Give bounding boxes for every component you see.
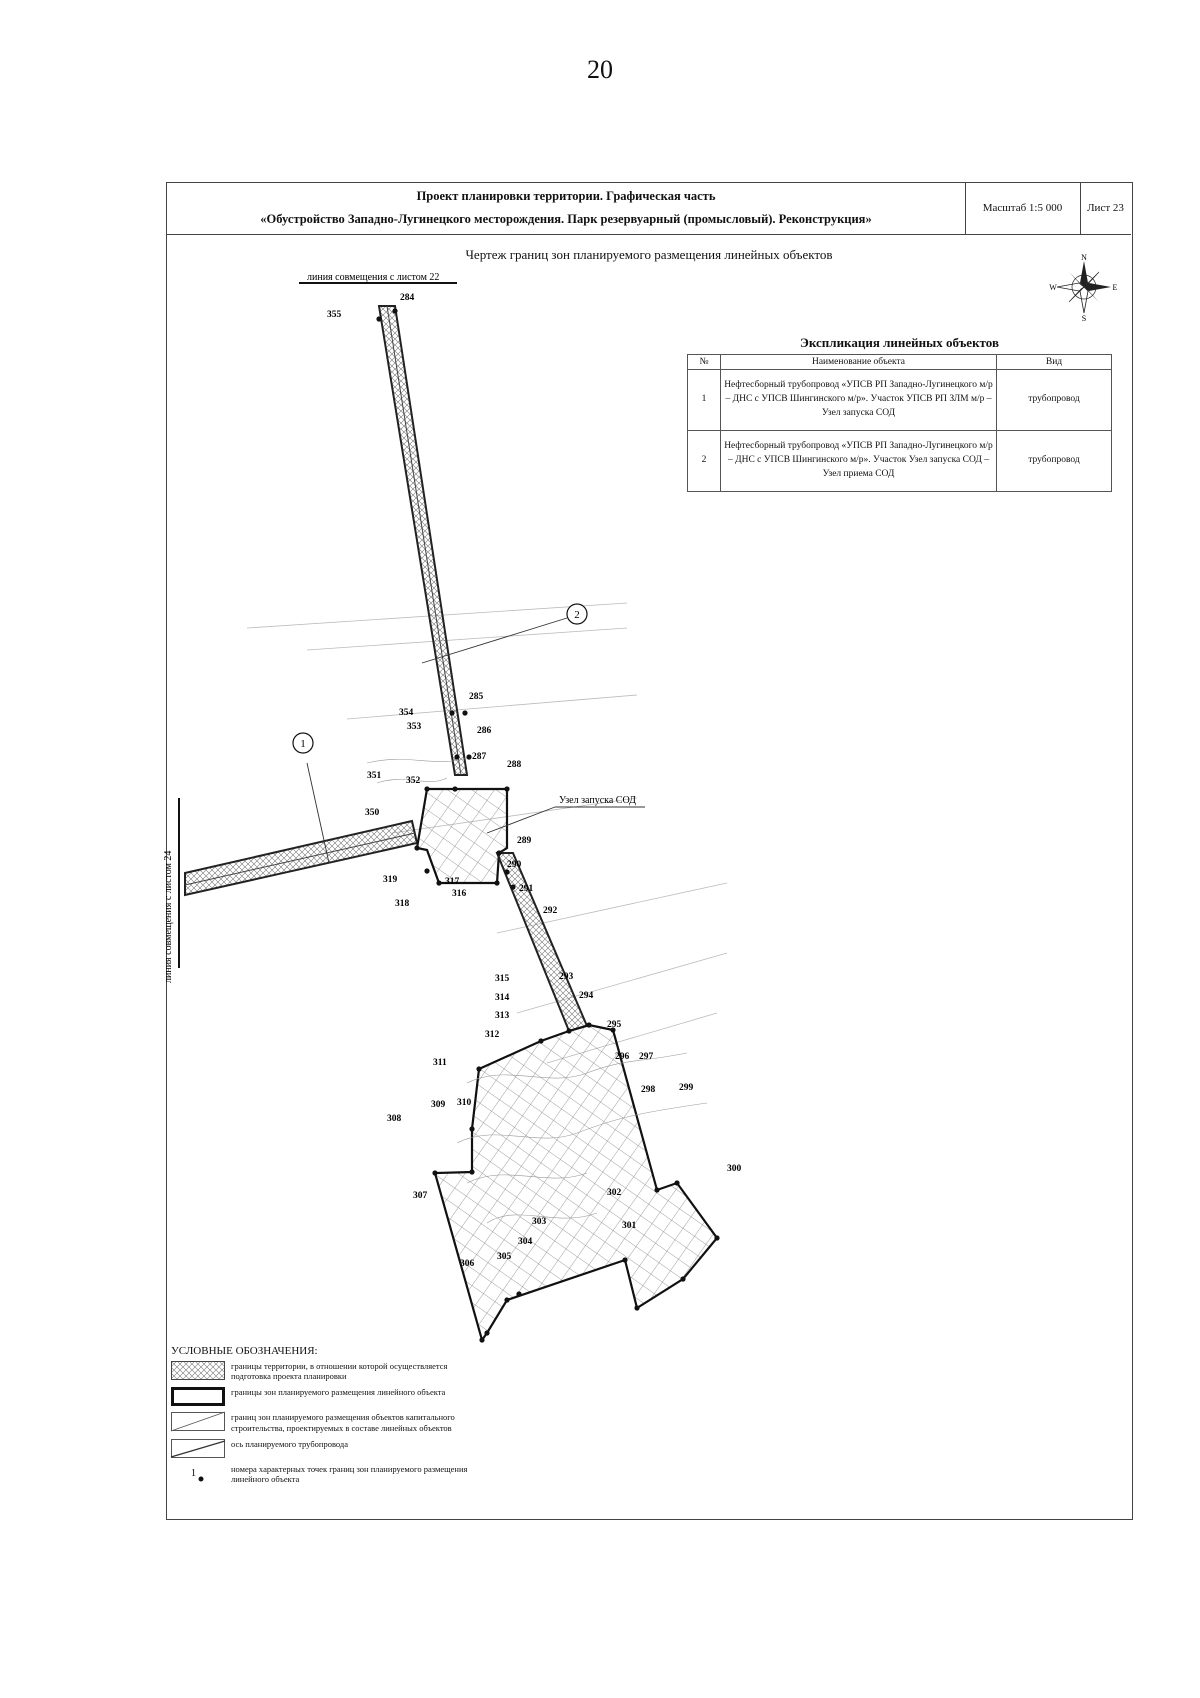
point-label-293: 293	[559, 972, 574, 982]
point-label-296: 296	[615, 1052, 630, 1062]
point-symbol-label: 1	[191, 1467, 196, 1479]
linear-zone-swatch-icon	[171, 1387, 225, 1406]
header-name: Наименование объекта	[721, 355, 997, 370]
point-label-308: 308	[387, 1114, 402, 1124]
node-zone	[417, 789, 507, 883]
point-label-314: 314	[495, 993, 510, 1003]
point-label-311: 311	[433, 1058, 447, 1068]
point-label-352: 352	[406, 776, 421, 786]
point-label-295: 295	[607, 1020, 622, 1030]
row-name: Нефтесборный трубопровод «УПСВ РП Западно-Лугинецкого м/р – ДНС с УПСВ Шингинского м/р». Участок УПСВ РП ЗЛМ м/р – Узел запуска СОД	[721, 370, 997, 431]
header-type: Вид	[997, 355, 1112, 370]
pipeline-1-axis	[185, 833, 415, 885]
point-label-289: 289	[517, 836, 532, 846]
row-num: 2	[688, 431, 721, 492]
point-number-swatch-icon	[171, 1464, 225, 1483]
explication-title: Экспликация линейных объектов	[800, 335, 999, 350]
point-label-315: 315	[495, 974, 510, 984]
legend-text: границы территории, в отношении которой осуществляется подготовка проекта планировки	[231, 1361, 448, 1382]
point-label-313: 313	[495, 1011, 510, 1021]
compass-s: S	[1081, 314, 1087, 323]
match-line-left-label: линия совмещения с листом 24	[163, 850, 174, 983]
sheet-cell: Лист 23	[1087, 202, 1124, 214]
point-label-304: 304	[518, 1237, 533, 1247]
legend-item-capital-zone	[171, 1412, 471, 1432]
point-label-284: 284	[400, 293, 415, 303]
legend-text: границы зон планируемого размещения линейного объекта	[231, 1387, 446, 1398]
point-label-292: 292	[543, 906, 558, 916]
point-label-316: 316	[452, 889, 467, 899]
row-type: трубопровод	[997, 431, 1112, 492]
point-label-312: 312	[485, 1030, 500, 1040]
row-type: трубопровод	[997, 370, 1112, 431]
title-line-1: Проект планировки территории. Графическая часть	[416, 189, 716, 203]
point-label-318: 318	[395, 899, 410, 909]
row-num: 1	[688, 370, 721, 431]
legend-text: ось планируемого трубопровода	[231, 1438, 348, 1449]
point-label-354: 354	[399, 708, 414, 718]
point-label-300: 300	[727, 1164, 742, 1174]
legend-item-linear-zone	[171, 1387, 471, 1406]
compass-n: N	[1081, 253, 1087, 262]
point-label-353: 353	[407, 722, 422, 732]
point-label-309: 309	[431, 1100, 446, 1110]
explication-table	[687, 335, 1112, 492]
point-label-294: 294	[579, 991, 594, 1001]
compass-e: E	[1112, 283, 1118, 292]
compass-icon	[1049, 253, 1119, 321]
page-number: 20	[587, 55, 613, 84]
point-label-310: 310	[457, 1098, 472, 1108]
point-label-285: 285	[469, 692, 484, 702]
point-label-286: 286	[477, 726, 492, 736]
legend-item-point-numbers	[171, 1464, 471, 1484]
scale-cell: Масштаб 1:5 000	[965, 183, 1081, 234]
point-label-303: 303	[532, 1217, 547, 1227]
territory-swatch-icon	[171, 1361, 225, 1380]
point-label-306: 306	[460, 1259, 475, 1269]
pipeline-axis-swatch-icon	[171, 1439, 225, 1458]
point-label-350: 350	[365, 808, 380, 818]
explication-grid	[687, 354, 1112, 492]
point-label-290: 290	[507, 860, 522, 870]
drawing-sheet	[163, 182, 1133, 1520]
table-row	[688, 431, 1112, 492]
corridor-2-zone	[379, 306, 467, 775]
capital-zone-swatch-icon	[171, 1412, 225, 1431]
legend-title: УСЛОВНЫЕ ОБОЗНАЧЕНИЯ:	[171, 1345, 318, 1357]
north-arrow	[1049, 253, 1119, 326]
compass-w: W	[1049, 283, 1057, 292]
callout-1-label: 1	[300, 738, 306, 750]
point-label-291: 291	[519, 884, 534, 894]
drawing-title: Чертеж границ зон планируемого размещения линейных объектов	[465, 247, 833, 262]
legend-item-pipeline-axis	[171, 1439, 471, 1458]
point-label-301: 301	[622, 1221, 637, 1231]
header-num: №	[688, 355, 721, 370]
point-label-307: 307	[413, 1191, 428, 1201]
callout-2-label: 2	[574, 609, 580, 621]
point-label-287: 287	[472, 752, 487, 762]
pipeline-2-axis	[387, 306, 461, 775]
node-label: Узел запуска СОД	[559, 795, 636, 806]
legend-item-territory	[171, 1361, 471, 1381]
title-line-2: «Обустройство Западно-Лугинецкого месторождения. Парк резервуарный (промысловый). Реконструкция»	[260, 212, 872, 226]
legend	[171, 1345, 471, 1490]
point-label-297: 297	[639, 1052, 654, 1062]
row-name: Нефтесборный трубопровод «УПСВ РП Западно-Лугинецкого м/р – ДНС с УПСВ Шингинского м/р». Участок Узел запуска СОД – Узел приема СОД	[721, 431, 997, 492]
match-line-top-label: линия совмещения с листом 22	[307, 272, 440, 283]
point-label-299: 299	[679, 1083, 694, 1093]
point-label-355: 355	[327, 310, 342, 320]
table-header-row	[688, 355, 1112, 370]
legend-text: номера характерных точек границ зон планируемого размещения линейного объекта	[231, 1463, 468, 1484]
table-row	[688, 370, 1112, 431]
point-label-302: 302	[607, 1188, 622, 1198]
point-label-288: 288	[507, 760, 522, 770]
point-label-317: 317	[445, 877, 460, 887]
point-label-351: 351	[367, 771, 382, 781]
point-label-319: 319	[383, 875, 398, 885]
legend-text: границ зон планируемого размещения объектов капитального строительства, проектируемых в составе линейных объектов	[231, 1412, 455, 1433]
corridor-se-zone	[497, 853, 587, 1031]
point-label-305: 305	[497, 1252, 512, 1262]
point-label-298: 298	[641, 1085, 656, 1095]
